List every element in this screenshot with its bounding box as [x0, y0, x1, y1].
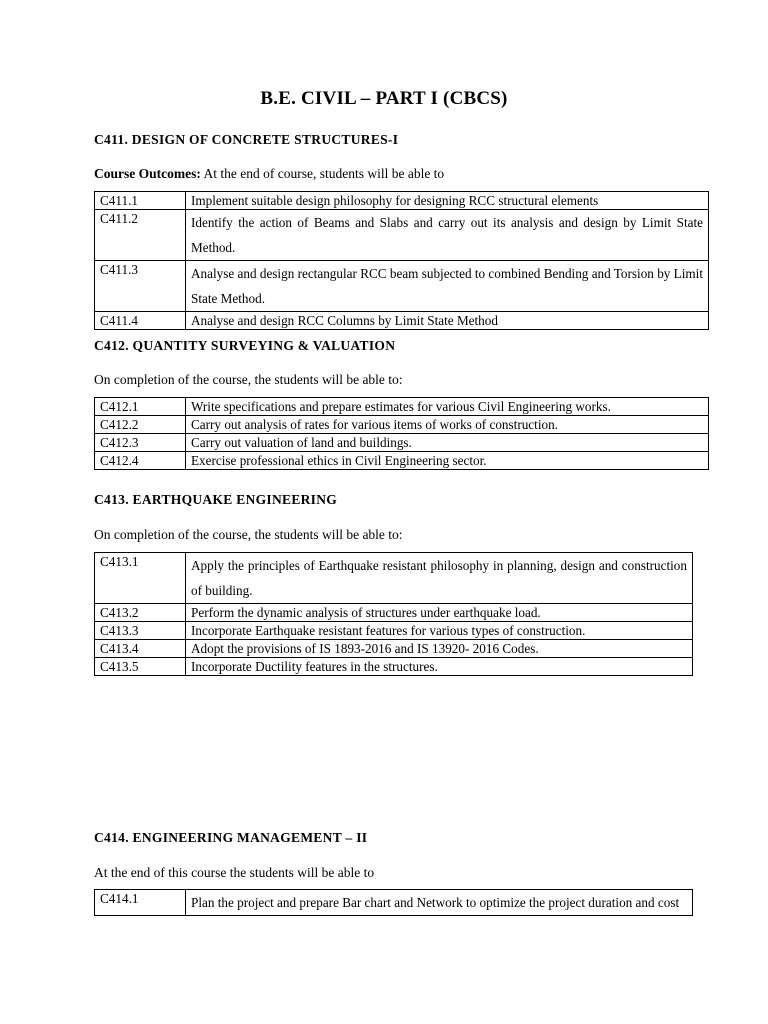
outcome-code: C412.1 — [95, 398, 186, 416]
outcome-text: Carry out valuation of land and buildings. — [186, 434, 709, 452]
section-intro-c412: On completion of the course, the students will be able to: — [94, 372, 403, 387]
table-row — [95, 434, 709, 452]
table-row — [95, 890, 693, 916]
table-row — [95, 312, 709, 330]
table-row — [95, 261, 709, 312]
outcome-text: Exercise professional ethics in Civil Engineering sector. — [186, 452, 709, 470]
intro-text: At the end of course, students will be able to — [200, 166, 445, 181]
outcome-code: C413.3 — [95, 622, 186, 640]
table-row — [95, 398, 709, 416]
outcome-code: C413.5 — [95, 658, 186, 676]
outcome-code: C411.2 — [95, 210, 186, 261]
outcome-code: C411.1 — [95, 192, 186, 210]
outcome-text: Analyse and design rectangular RCC beam subjected to combined Bending and Torsion by Limit State Method. — [186, 261, 709, 312]
table-row — [95, 658, 693, 676]
outcome-text: Analyse and design RCC Columns by Limit State Method — [186, 312, 709, 330]
outcome-text: Adopt the provisions of IS 1893-2016 and IS 13920- 2016 Codes. — [186, 640, 693, 658]
outcome-code: C411.3 — [95, 261, 186, 312]
outcomes-table-c413 — [94, 552, 693, 676]
outcome-code: C411.4 — [95, 312, 186, 330]
section-heading-c412: C412. QUANTITY SURVEYING & VALUATION — [94, 338, 396, 353]
table-row — [95, 452, 709, 470]
outcome-code: C413.4 — [95, 640, 186, 658]
table-row — [95, 640, 693, 658]
outcome-text: Perform the dynamic analysis of structures under earthquake load. — [186, 604, 693, 622]
outcomes-table-c411 — [94, 191, 709, 330]
outcome-text: Write specifications and prepare estimates for various Civil Engineering works. — [186, 398, 709, 416]
outcome-code: C412.4 — [95, 452, 186, 470]
outcome-text: Plan the project and prepare Bar chart and Network to optimize the project duration and cost — [186, 890, 693, 916]
outcome-code: C413.1 — [95, 553, 186, 604]
section-heading-c414: C414. ENGINEERING MANAGEMENT – II — [94, 830, 368, 845]
table-row — [95, 604, 693, 622]
outcome-code: C412.2 — [95, 416, 186, 434]
table-row — [95, 192, 709, 210]
table-row — [95, 210, 709, 261]
outcome-text: Carry out analysis of rates for various items of works of construction. — [186, 416, 709, 434]
course-outcomes-label: Course Outcomes: — [94, 166, 201, 181]
document-title: B.E. CIVIL – PART I (CBCS) — [260, 88, 508, 109]
table-row — [95, 416, 709, 434]
section-heading-c413: C413. EARTHQUAKE ENGINEERING — [94, 492, 338, 507]
outcome-text: Incorporate Ductility features in the structures. — [186, 658, 693, 676]
outcome-text: Implement suitable design philosophy for designing RCC structural elements — [186, 192, 709, 210]
table-row — [95, 553, 693, 604]
table-row — [95, 622, 693, 640]
outcome-code: C414.1 — [95, 890, 186, 916]
section-intro-c411 — [94, 166, 444, 182]
outcome-text: Apply the principles of Earthquake resistant philosophy in planning, design and construction of building. — [186, 553, 693, 604]
outcomes-table-c414 — [94, 889, 693, 916]
outcomes-table-c412 — [94, 397, 709, 470]
section-heading-c411: C411. DESIGN OF CONCRETE STRUCTURES-I — [94, 132, 399, 147]
section-intro-c413: On completion of the course, the students will be able to: — [94, 527, 403, 542]
section-intro-c414: At the end of this course the students will be able to — [94, 865, 375, 880]
outcome-text: Identify the action of Beams and Slabs and carry out its analysis and design by Limit State Method. — [186, 210, 709, 261]
outcome-code: C413.2 — [95, 604, 186, 622]
outcome-text: Incorporate Earthquake resistant features for various types of construction. — [186, 622, 693, 640]
outcome-code: C412.3 — [95, 434, 186, 452]
